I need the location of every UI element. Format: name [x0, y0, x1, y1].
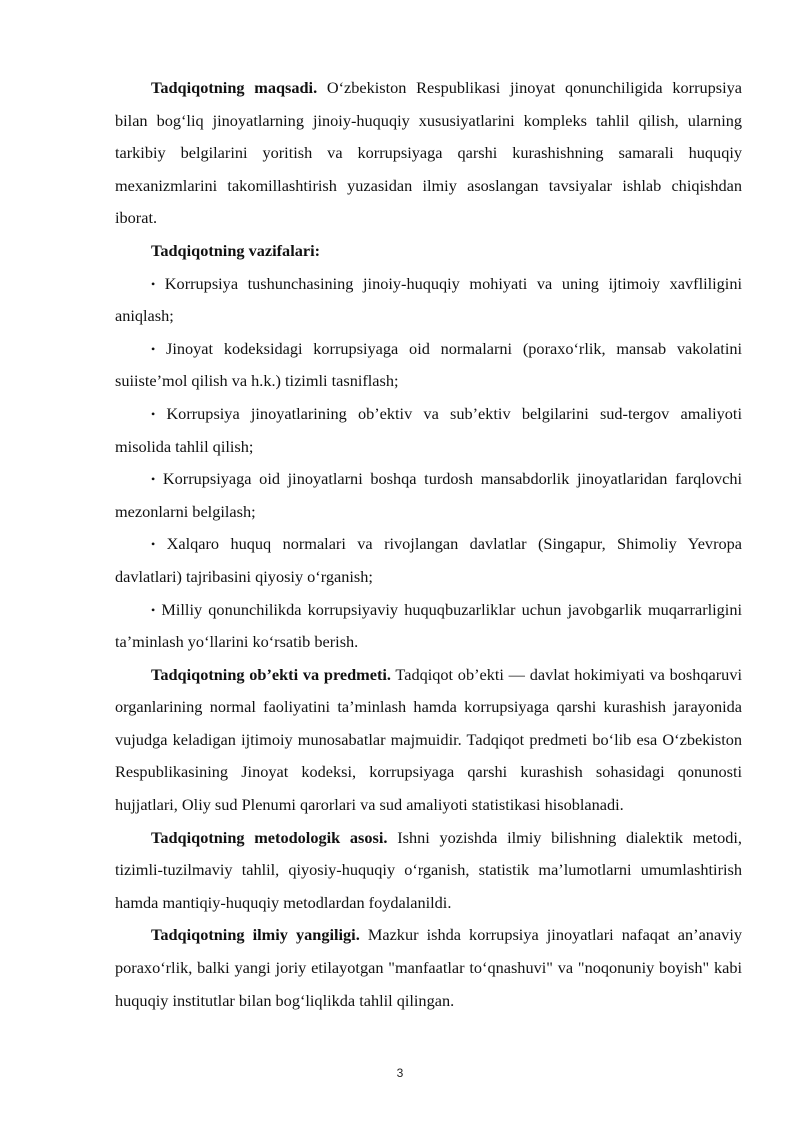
methodology-paragraph	[115, 822, 742, 920]
methodology-text: Ishni yozishda ilmiy bilishning dialektik metodi, tizimli-tuzilmaviy tahlil, qiyosiy-huquqiy o‘rganish, statistik ma’lumotlarni umumlashtirish hamda mantiqiy-huquqiy metodlardan foydalanildi.	[115, 827, 742, 912]
object-paragraph	[115, 659, 742, 822]
task-text: Xalqaro huquq normalari va rivojlangan davlatlar (Singapur, Shimoliy Yevropa davlatlari) tajribasini qiyosiy o‘rganish;	[115, 534, 742, 586]
bullet-icon: •	[151, 276, 156, 291]
task-item	[115, 528, 742, 593]
aim-label: Tadqiqotning maqsadi.	[151, 78, 318, 97]
aim-paragraph	[115, 72, 742, 235]
task-text: Milliy qonunchilikda korrupsiyaviy huquqbuzarliklar uchun javobgarlik muqarrarligini ta’minlash yo‘llarini ko‘rsatib berish.	[115, 599, 742, 652]
novelty-label: Tadqiqotning ilmiy yangiligi.	[151, 925, 360, 945]
task-text: Korrupsiya jinoyatlarining ob’ektiv va sub’ektiv belgilarini sud-tergov amaliyoti misolida tahlil qilish;	[115, 403, 742, 456]
task-text: Jinoyat kodeksidagi korrupsiyaga oid normalarni (poraxo‘rlik, mansab vakolatini suiiste’mol qilish va h.k.) tizimli tasniflash;	[115, 338, 743, 391]
task-item	[115, 398, 742, 463]
task-text: Korrupsiya tushunchasining jinoiy-huquqiy mohiyati va uning ijtimoiy xavfliligini aniqlash;	[115, 273, 742, 326]
task-item	[115, 333, 742, 398]
page-number: 3	[396, 1066, 404, 1080]
bullet-icon: •	[151, 472, 156, 487]
novelty-text: Mazkur ishda korrupsiya jinoyatlari nafaqat an’anaviy poraxo‘rlik, balki yangi joriy etilayotgan "manfaatlar to‘qnashuvi" va "noqonuniy boyish" kabi huquqiy institutlar bilan bog‘liqlikda tahlil qilingan.	[115, 925, 742, 1010]
task-item	[115, 594, 742, 659]
task-item	[115, 463, 742, 528]
task-item	[115, 268, 742, 333]
document-page	[115, 72, 742, 1017]
bullet-icon: •	[151, 406, 156, 421]
task-text: Korrupsiyaga oid jinoyatlarni boshqa turdosh mansabdorlik jinoyatlaridan farqlovchi mezonlarni belgilash;	[115, 469, 743, 521]
object-text: Tadqiqot ob’ekti — davlat hokimiyati va boshqaruvi organlarining normal faoliyatini ta’minlash hamda korrupsiyaga qarshi kurashish jarayonida vujudga keladigan ijtimoiy munosabatlar majmuidir. Tadqiqot predmeti bo‘lib esa O‘zbekiston Respublikasining Jinoyat kodeksi, korrupsiyaga qarshi kurashish sohasidagi qonunosti hujjatlari, Oliy sud Plenumi qarorlari va sud amaliyoti statistikasi hisoblanadi.	[115, 664, 742, 815]
novelty-paragraph	[115, 919, 742, 1017]
bullet-icon: •	[151, 537, 156, 552]
bullet-icon: •	[151, 341, 156, 356]
tasks-heading: Tadqiqotning vazifalari:	[151, 240, 321, 260]
methodology-label: Tadqiqotning metodologik asosi.	[151, 827, 388, 847]
aim-text: O‘zbekiston Respublikasi jinoyat qonunchiligida korrupsiya bilan bog‘liq jinoyatlarning jinoiy-huquqiy xususiyatlarini kompleks tahlil qilish, ularning tarkibiy belgilarini yoritish va korrupsiyaga qarshi kurashishning samarali huquqiy mexanizmlarini takomillashtirish yuzasidan ilmiy asoslangan tavsiyalar ishlab chiqishdan iborat.	[115, 78, 742, 228]
object-label: Tadqiqotning ob’ekti va predmeti.	[151, 664, 391, 684]
bullet-icon: •	[151, 602, 156, 617]
